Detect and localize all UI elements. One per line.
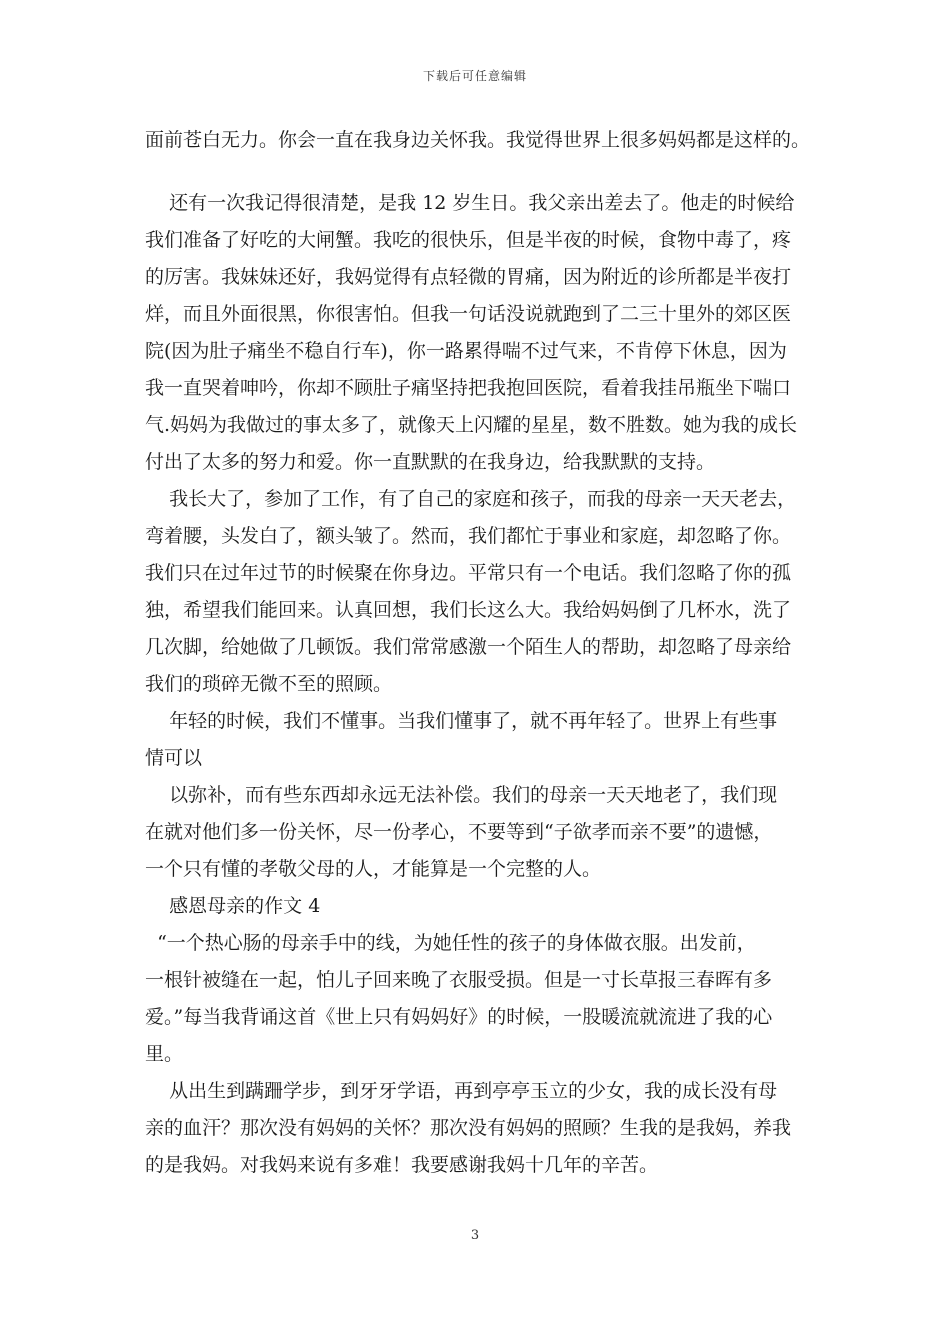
text-line: 一个只有懂的孝敬父母的人，才能算是一个完整的人。 xyxy=(145,858,602,880)
text-line: 院(因为肚子痛坐不稳自行车)，你一路累得喘不过气来，不肯停下休息，因为 xyxy=(145,340,787,362)
text-line: “一个热心肠的母亲手中的线，为她任性的孩子的身体做衣服。出发前， xyxy=(145,932,756,954)
text-line: 还有一次我记得很清楚，是我 12 岁生日。我父亲出差去了。他走的时候给 xyxy=(145,192,795,214)
text-line: 付出了太多的努力和爱。你一直默默的在我身边，给我默默的支持。 xyxy=(145,451,716,473)
text-line: 亲的血汗？那次没有妈妈的关怀？那次没有妈妈的照顾？生我的是我妈，养我 xyxy=(145,1117,792,1139)
page-header: 下载后可任意编辑 xyxy=(422,69,527,83)
text-line: 几次脚，给她做了几顿饭。我们常常感激一个陌生人的帮助，却忽略了母亲给 xyxy=(145,636,792,658)
text-line: 从出生到蹒跚学步，到牙牙学语，再到亭亭玉立的少女，我的成长没有母 xyxy=(145,1080,778,1102)
text-line: 弯着腰，头发白了，额头皱了。然而，我们都忙于事业和家庭，却忽略了你。 xyxy=(145,525,792,547)
text-line: 爱。”每当我背诵这首《世上只有妈妈好》的时候，一股暖流就流进了我的心 xyxy=(145,1006,773,1028)
text-line: 我们准备了好吃的大闸蟹。我吃的很快乐，但是半夜的时候，食物中毒了，疼 xyxy=(145,229,792,251)
text-line: 以弥补，而有些东西却永远无法补偿。我们的母亲一天天地老了，我们现 xyxy=(145,784,778,806)
text-line: 年轻的时候，我们不懂事。当我们懂事了，就不再年轻了。世界上有些事 xyxy=(145,710,778,732)
text-line: 的厉害。我妹妹还好，我妈觉得有点轻微的胃痛，因为附近的诊所都是半夜打 xyxy=(145,266,792,288)
text-line: 情可以 xyxy=(145,747,203,769)
blank-line xyxy=(145,159,825,185)
text-line: 气.妈妈为我做过的事太多了，就像天上闪耀的星星，数不胜数。她为我的成长 xyxy=(145,414,798,436)
text-line: 我一直哭着呻吟，你却不顾肚子痛坚持把我抱回医院，看着我挂吊瓶坐下喘口 xyxy=(145,377,792,399)
text-line: 我长大了，参加了工作，有了自己的家庭和孩子，而我的母亲一天天老去， xyxy=(145,488,797,510)
text-line: 烊，而且外面很黑，你很害怕。但我一句话没说就跑到了二三十里外的郊区医 xyxy=(145,303,792,325)
text-line: 的是我妈。对我妈来说有多难！我要感谢我妈十几年的辛苦。 xyxy=(145,1154,659,1176)
text-line: 一根针被缝在一起，怕儿子回来晚了衣服受损。但是一寸长草报三春晖有多 xyxy=(145,969,773,991)
text-line: 独，希望我们能回来。认真回想，我们长这么大。我给妈妈倒了几杯水，洗了 xyxy=(145,599,792,621)
text-line: 面前苍白无力。你会一直在我身边关怀我。我觉得世界上很多妈妈都是这样的。 xyxy=(145,129,811,151)
page-number: 3 xyxy=(470,1228,480,1243)
text-line: 在就对他们多一份关怀，尽一份孝心，不要等到“子欲孝而亲不要”的遗憾， xyxy=(145,821,773,843)
text-line: 里。 xyxy=(145,1043,184,1065)
section-heading: 感恩母亲的作文 4 xyxy=(145,895,321,917)
document-body xyxy=(145,122,825,1184)
text-line: 我们只在过年过节的时候聚在你身边。平常只有一个电话。我们忽略了你的孤 xyxy=(145,562,792,584)
text-line: 我们的琐碎无微不至的照顾。 xyxy=(145,673,393,695)
